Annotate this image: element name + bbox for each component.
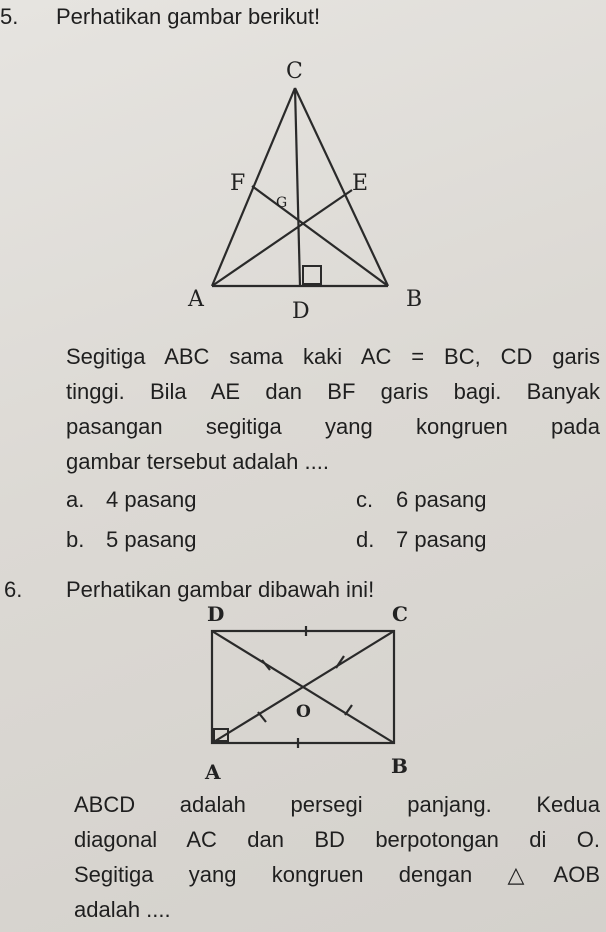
q6-rectangle-figure — [0, 595, 606, 785]
q5-problem-text — [66, 339, 600, 479]
label-D: D — [292, 299, 310, 324]
q6-instruction: Perhatikan gambar dibawah ini! — [66, 577, 375, 602]
q5-line-2: tinggi. Bila AE dan BF garis bagi. Banyak — [66, 379, 600, 404]
right-angle-mark — [303, 266, 321, 284]
label-E: E — [352, 171, 369, 196]
label-D: D — [207, 602, 225, 626]
q5-option-b[interactable] — [66, 527, 197, 553]
q5-line-3: pasangan segitiga yang kongruen pada — [66, 414, 600, 439]
option-letter: d. — [356, 527, 375, 552]
q5-option-a[interactable] — [66, 487, 197, 513]
label-O: O — [296, 702, 311, 722]
label-B: B — [391, 754, 408, 778]
q6-line-3: Segitiga yang kongruen dengan △AOB — [74, 862, 600, 887]
label-B: B — [406, 287, 423, 312]
q6-line-4: adalah .... — [74, 897, 171, 922]
option-letter: c. — [356, 487, 374, 512]
option-text: 7 pasang — [396, 527, 487, 552]
q5-line-1: Segitiga ABC sama kaki AC = BC, CD garis — [66, 344, 600, 369]
q6-number: 6. — [4, 577, 23, 602]
label-C: C — [392, 602, 408, 626]
q5-triangle-figure — [0, 40, 606, 370]
label-A: A — [205, 760, 221, 784]
seg-mark-4 — [345, 705, 352, 715]
q5-number: 5. — [0, 4, 19, 29]
q5-instruction: Perhatikan gambar berikut! — [56, 4, 321, 29]
q6-line-1: ABCD adalah persegi panjang. Kedua — [74, 792, 600, 817]
label-F: F — [230, 171, 246, 196]
option-text: 6 pasang — [396, 487, 487, 512]
option-text: 4 pasang — [106, 487, 197, 512]
q6-problem-text — [74, 787, 600, 927]
label-C: C — [286, 59, 303, 84]
option-letter: a. — [66, 487, 85, 512]
altitude-CD — [295, 88, 300, 286]
q5-line-4: gambar tersebut adalah .... — [66, 449, 329, 474]
q5-option-d[interactable] — [356, 527, 487, 553]
q6-line-2: diagonal AC dan BD berpotongan di O. — [74, 827, 600, 852]
side-BC — [295, 88, 388, 286]
option-text: 5 pasang — [106, 527, 197, 552]
q5-option-c[interactable] — [356, 487, 487, 513]
label-A: A — [188, 287, 204, 312]
label-G: G — [276, 195, 288, 211]
option-letter: b. — [66, 527, 85, 552]
